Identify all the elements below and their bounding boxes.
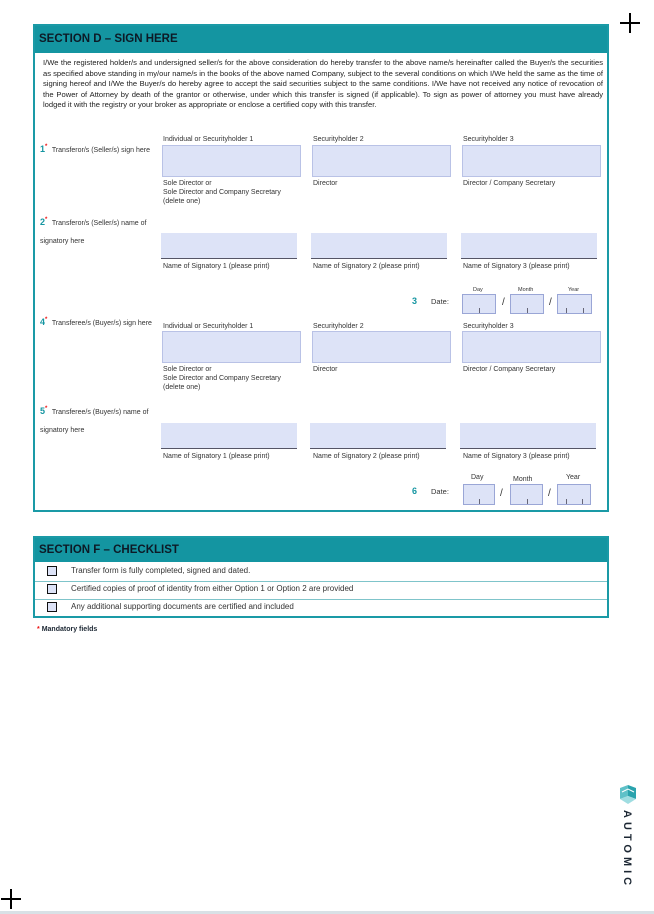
date-6-month-label: Month bbox=[513, 476, 533, 483]
buyer-holder-3-heading: Securityholder 3 bbox=[463, 323, 514, 330]
checklist-item-1: Transfer form is fully completed, signed and dated. bbox=[71, 566, 251, 575]
date-6-sep-2: / bbox=[548, 488, 551, 499]
section-f-title: SECTION F – CHECKLIST bbox=[35, 538, 607, 562]
seller-role-3: Director / Company Secretary bbox=[463, 180, 556, 187]
crop-mark-top-right bbox=[620, 13, 640, 33]
date-6-day-field[interactable] bbox=[463, 484, 495, 505]
item-5-label bbox=[40, 401, 165, 437]
seller-signature-2-field[interactable] bbox=[312, 145, 451, 177]
item-6-date-label: Date: bbox=[431, 487, 449, 496]
date-6-day-label: Day bbox=[471, 474, 484, 481]
date-3-day-label: Day bbox=[473, 287, 483, 293]
mandatory-marker: * bbox=[37, 626, 40, 633]
item-1-label bbox=[40, 139, 160, 157]
buyer-signatory-caption-3: Name of Signatory 3 (please print) bbox=[463, 453, 570, 460]
checklist-divider-2 bbox=[35, 599, 607, 600]
item-2-text: Transferor/s (Seller/s) name of signatory here bbox=[40, 220, 147, 245]
section-d-title: SECTION D – SIGN HERE bbox=[35, 26, 607, 53]
buyer-holder-1-heading: Individual or Securityholder 1 bbox=[163, 323, 254, 330]
item-2-label bbox=[40, 212, 160, 248]
date-3-month-field[interactable] bbox=[510, 294, 544, 314]
mandatory-footnote bbox=[37, 626, 97, 633]
buyer-signature-1-field[interactable] bbox=[162, 331, 301, 363]
checklist-checkbox-2[interactable] bbox=[47, 584, 57, 594]
holder-1-heading: Individual or Securityholder 1 bbox=[163, 136, 254, 143]
section-f bbox=[33, 536, 609, 618]
seller-signatory-name-3-field[interactable] bbox=[461, 233, 597, 259]
seller-signature-1-field[interactable] bbox=[162, 145, 301, 177]
checklist-item-3: Any additional supporting documents are certified and included bbox=[71, 602, 294, 611]
date-6-month-field[interactable] bbox=[510, 484, 543, 505]
seller-role-1: Sole Director or Sole Director and Company Secretary (delete one) bbox=[163, 180, 281, 205]
checklist-item-2: Certified copies of proof of identity from either Option 1 or Option 2 are provided bbox=[71, 584, 354, 593]
buyer-role-2: Director bbox=[313, 366, 338, 373]
holder-3-heading: Securityholder 3 bbox=[463, 136, 514, 143]
seller-role-2: Director bbox=[313, 180, 338, 187]
buyer-signatory-name-2-field[interactable] bbox=[310, 423, 446, 449]
crop-mark-bottom-left bbox=[1, 889, 21, 909]
item-4-label bbox=[40, 312, 160, 330]
item-2-number: 2* bbox=[40, 217, 48, 227]
seller-signatory-caption-2: Name of Signatory 2 (please print) bbox=[313, 263, 420, 270]
holder-2-heading: Securityholder 2 bbox=[313, 136, 364, 143]
seller-signatory-caption-1: Name of Signatory 1 (please print) bbox=[163, 263, 270, 270]
item-3-date-label: Date: bbox=[431, 297, 449, 306]
item-6-number: 6 bbox=[412, 486, 418, 496]
date-3-sep-2: / bbox=[549, 297, 552, 308]
item-4-number: 4* bbox=[40, 317, 48, 327]
date-3-day-field[interactable] bbox=[462, 294, 496, 314]
date-6-sep-1: / bbox=[500, 488, 503, 499]
automic-logo-icon bbox=[618, 784, 638, 806]
seller-signatory-name-1-field[interactable] bbox=[161, 233, 297, 259]
item-5-text: Transferee/s (Buyer/s) name of signatory here bbox=[40, 409, 149, 434]
item-5-number: 5* bbox=[40, 406, 48, 416]
buyer-role-3: Director / Company Secretary bbox=[463, 366, 556, 373]
date-3-year-field[interactable] bbox=[557, 294, 592, 314]
checklist-divider-1 bbox=[35, 581, 607, 582]
buyer-signature-2-field[interactable] bbox=[312, 331, 451, 363]
buyer-holder-2-heading: Securityholder 2 bbox=[313, 323, 364, 330]
buyer-signatory-caption-2: Name of Signatory 2 (please print) bbox=[313, 453, 420, 460]
item-1-text: Transferor/s (Seller/s) sign here bbox=[51, 147, 150, 154]
date-3-sep-1: / bbox=[502, 297, 505, 308]
seller-signature-3-field[interactable] bbox=[462, 145, 601, 177]
checklist-checkbox-3[interactable] bbox=[47, 602, 57, 612]
date-3-year-label: Year bbox=[568, 287, 580, 293]
buyer-signatory-caption-1: Name of Signatory 1 (please print) bbox=[163, 453, 270, 460]
item-3-number: 3 bbox=[412, 296, 418, 306]
item-4-text: Transferee/s (Buyer/s) sign here bbox=[51, 320, 152, 327]
brand-name: AUTOMIC bbox=[621, 810, 633, 890]
buyer-signatory-name-3-field[interactable] bbox=[460, 423, 596, 449]
date-6-year-label: Year bbox=[566, 474, 581, 481]
mandatory-footnote-text: Mandatory fields bbox=[41, 626, 98, 633]
buyer-signature-3-field[interactable] bbox=[462, 331, 601, 363]
buyer-signatory-name-1-field[interactable] bbox=[161, 423, 297, 449]
buyer-role-1: Sole Director or Sole Director and Company Secretary (delete one) bbox=[163, 366, 281, 391]
seller-signatory-caption-3: Name of Signatory 3 (please print) bbox=[463, 263, 570, 270]
date-6-year-field[interactable] bbox=[557, 484, 591, 505]
transfer-declaration: I/We the registered holder/s and undersigned seller/s for the above consideration do hereby transfer to the above name/s hereinafter called the Buyer/s the securities as specified above standing in my/our name/s in the books of the above named Company, subject to the several conditions on which I/We held the same as the time of signing hereof and I/We the Buyer/s do hereby agree to accept the said securities subject to the same conditions. I/We have not received any notice of revocation of the Power of Attorney by death of the grantor or otherwise, under which this transfer is signed (if applicable). To sign as power of attorney you must have already lodged it with the registry or your broker as appropriate or enclose a certified copy with this transfer. bbox=[43, 58, 603, 110]
item-1-number: 1* bbox=[40, 144, 48, 154]
seller-signatory-name-2-field[interactable] bbox=[311, 233, 447, 259]
checklist-checkbox-1[interactable] bbox=[47, 566, 57, 576]
date-3-month-label: Month bbox=[518, 287, 534, 293]
